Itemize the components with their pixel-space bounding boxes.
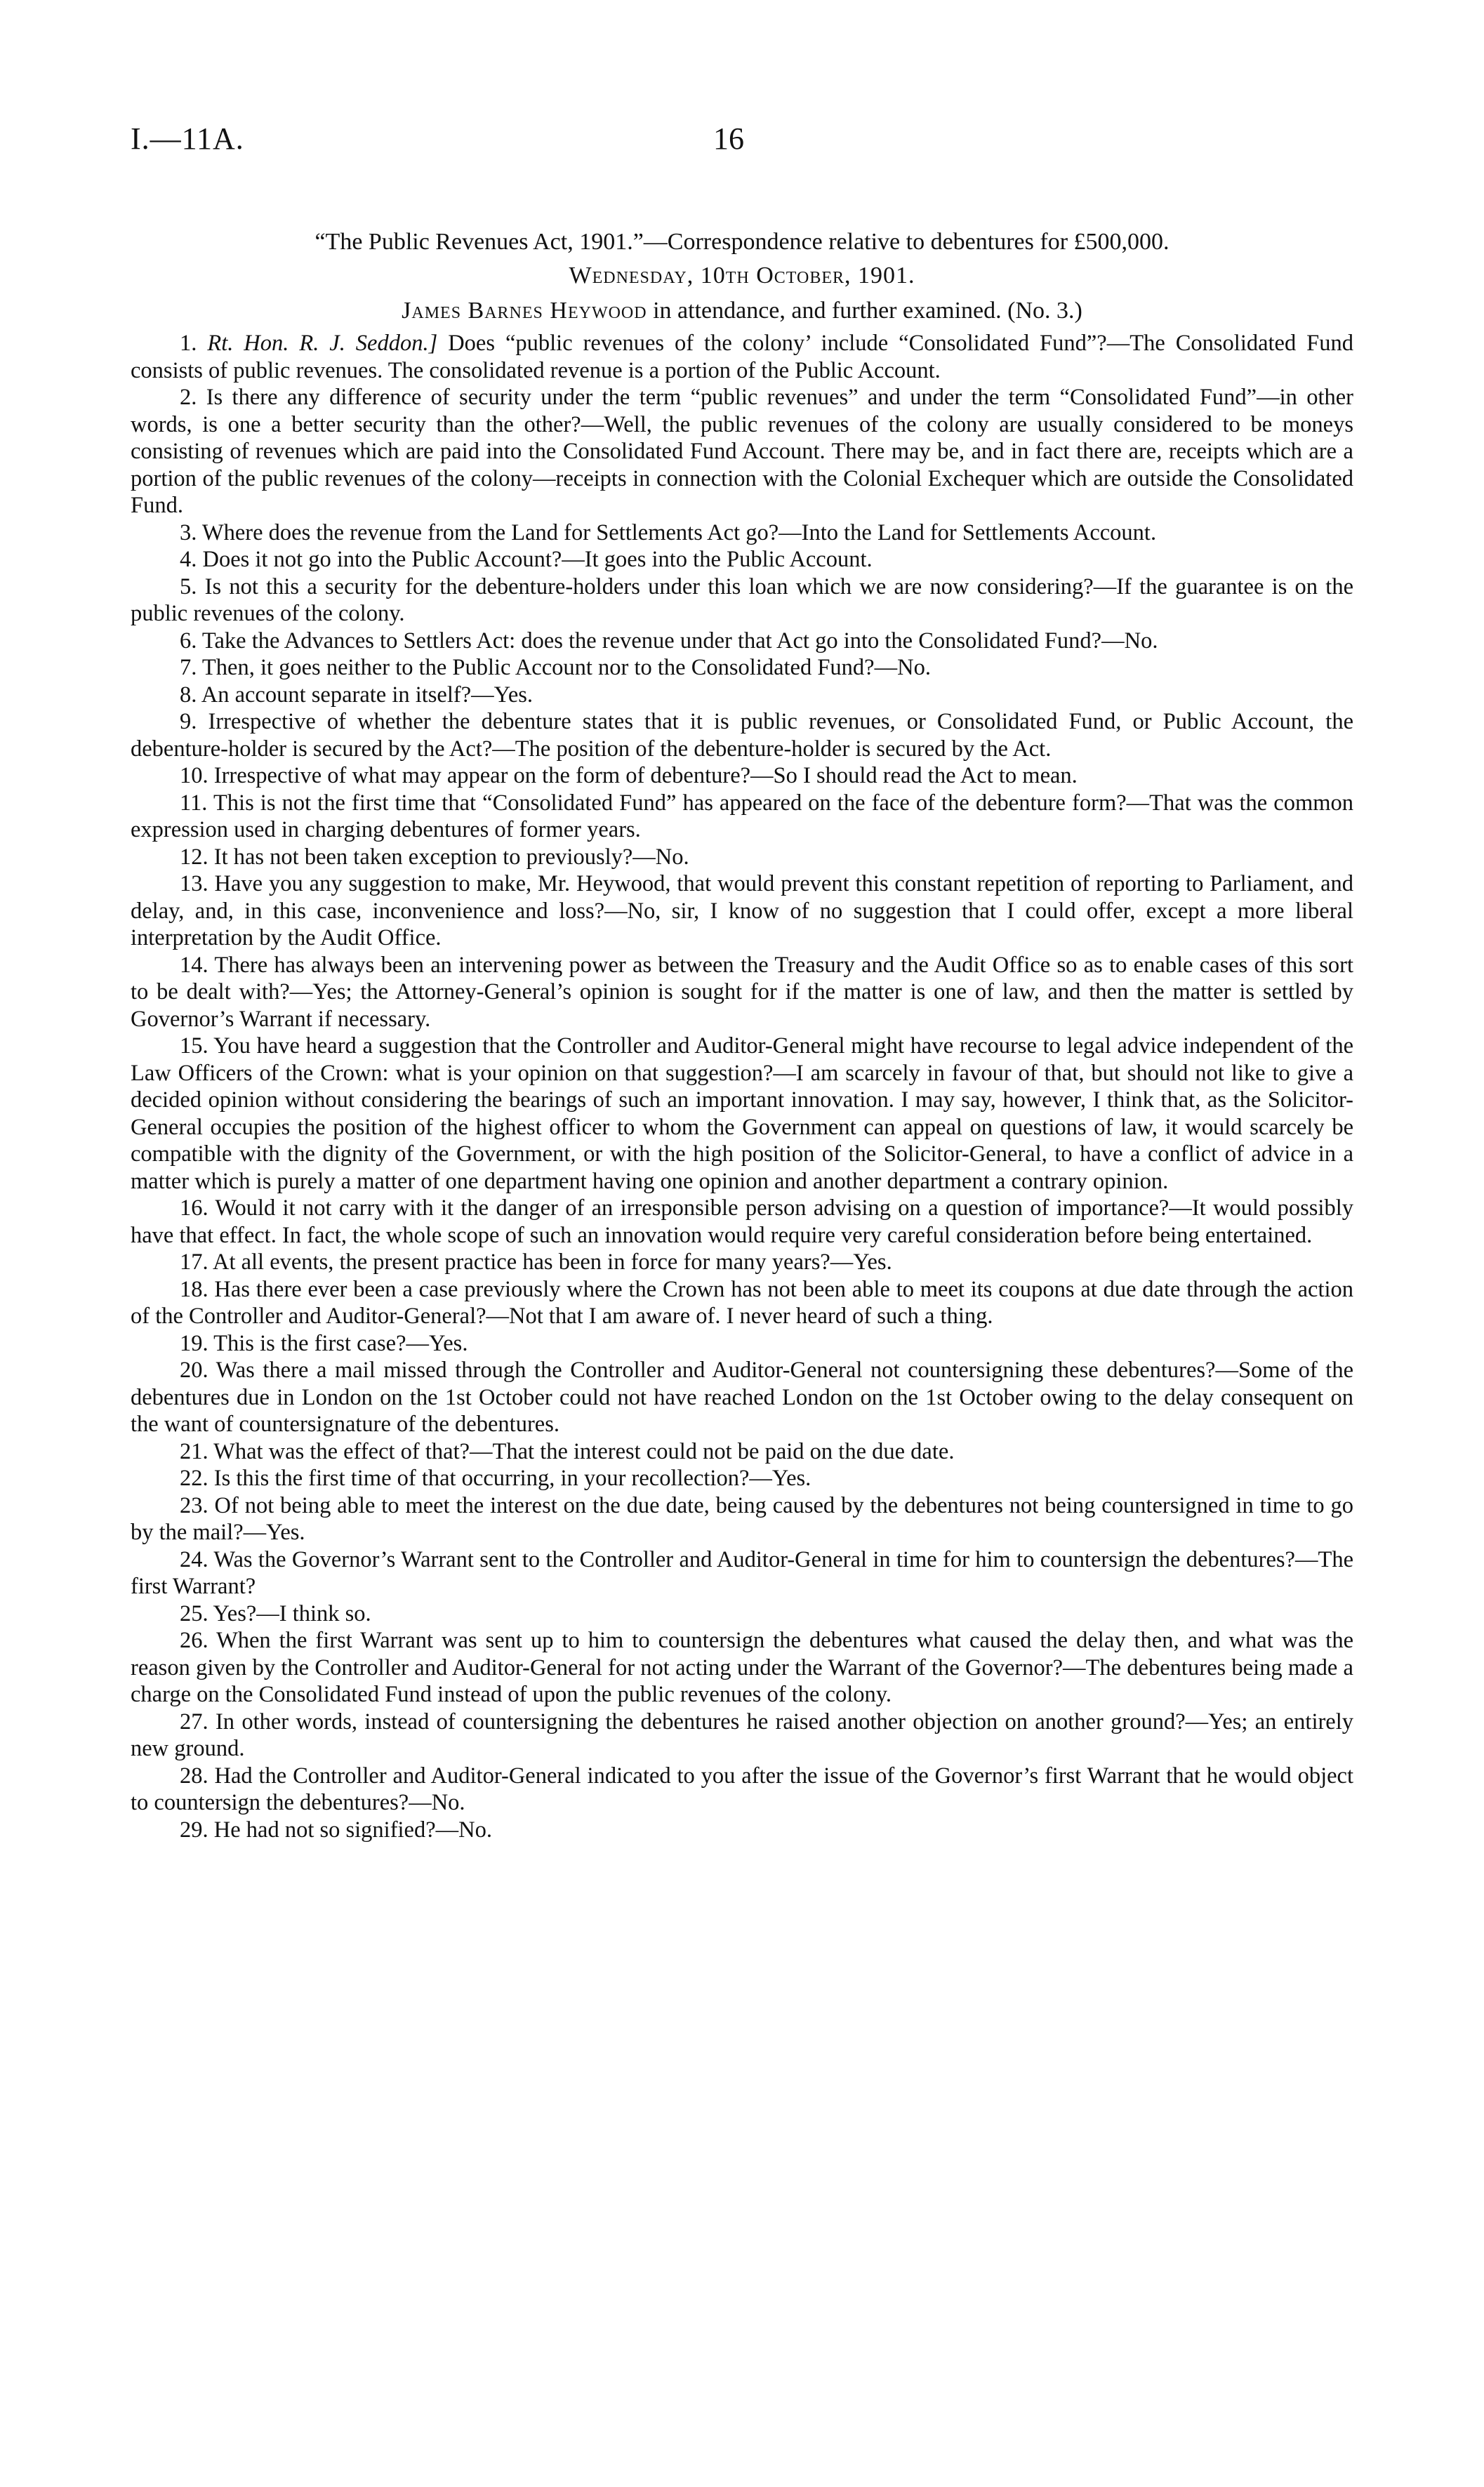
question-text: Is not this a security for the debenture-holders under this loan which we are now considering?—If the guarantee is on the public revenues of the colony. xyxy=(131,573,1353,626)
session-date: Wednesday, 10th October, 1901. xyxy=(569,263,915,289)
question-number: 25. xyxy=(180,1600,208,1626)
page-header xyxy=(131,121,1353,170)
question-text: Where does the revenue from the Land for Settlements Act go?—Into the Land for Settlements Account. xyxy=(201,519,1157,545)
question-number: 23. xyxy=(180,1492,208,1518)
question-item xyxy=(131,1195,1353,1249)
question-number: 24. xyxy=(180,1546,208,1572)
question-number: 12. xyxy=(180,844,208,870)
question-item xyxy=(131,654,1353,682)
question-number: 5. xyxy=(180,573,197,599)
paper-reference: I.—11A. xyxy=(131,121,244,156)
question-text: Of not being able to meet the interest on the due date, being caused by the debentures not being countersigned in time to go by the mail?—Yes. xyxy=(131,1492,1354,1545)
question-number: 4. xyxy=(180,547,197,572)
question-item xyxy=(131,1357,1353,1438)
question-number: 7. xyxy=(180,655,197,680)
question-text: Does it not go into the Public Account?—It goes into the Public Account. xyxy=(202,547,873,572)
question-text: Had the Controller and Auditor-General indicated to you after the issue of the Governor’s first Warrant that he would object to countersign the debentures?—No. xyxy=(131,1763,1353,1815)
question-text: What was the effect of that?—That the interest could not be paid on the due date. xyxy=(213,1438,955,1464)
question-text: Yes?—I think so. xyxy=(213,1600,371,1626)
question-number: 1. xyxy=(180,331,197,356)
question-item xyxy=(131,790,1353,844)
question-text: This is the first case?—Yes. xyxy=(213,1330,468,1356)
question-text: Would it not carry with it the danger of an irresponsible person advising on a question of importance?—It would possibly have that effect. In fact, the whole scope of such an innovation would require very careful consideration before being entertained. xyxy=(131,1195,1353,1248)
question-item xyxy=(131,844,1353,871)
question-item xyxy=(131,628,1353,655)
question-text: He had not so signified?—No. xyxy=(213,1817,493,1843)
question-text: At all events, the present practice has been in force for many years?—Yes. xyxy=(212,1249,892,1275)
questions-body xyxy=(131,330,1353,1843)
question-item xyxy=(131,682,1353,709)
question-number: 6. xyxy=(180,628,197,654)
question-item xyxy=(131,952,1353,1033)
question-item xyxy=(131,708,1353,762)
question-number: 28. xyxy=(180,1763,208,1789)
question-item xyxy=(131,1033,1353,1195)
question-number: 27. xyxy=(180,1709,208,1735)
question-number: 20. xyxy=(180,1358,208,1383)
question-text: Take the Advances to Settlers Act: does the revenue under that Act go into the Consolidated Fund?—No. xyxy=(201,628,1158,654)
question-text: Irrespective of whether the debenture states that it is public revenues, or Consolidated Fund, or Public Account, the debenture-holder is secured by the Act?—The position of the debenture-holder is secured by the Act. xyxy=(131,709,1353,762)
question-text: You have heard a suggestion that the Controller and Auditor-General might have recourse to legal advice independent of the Law Officers of the Crown: what is your opinion on that suggestion?—I am scarcely in favour of that, but should not like to give a decided opinion without considering the bearings of such an important innovation. I may say, however, I think that, as the Solicitor-General occupies the position of the highest officer to whom the Government can appeal on questions of law, it would scarcely be compatible with the dignity of the Government, or with the high position of the Solicitor-General, to have a conflict of advice in a matter which is purely a matter of one department having one opinion and another department a contrary opinion. xyxy=(131,1033,1354,1194)
speaker-name: Rt. Hon. R. J. Seddon.] xyxy=(207,331,438,356)
question-number: 21. xyxy=(180,1438,208,1464)
question-number: 11. xyxy=(180,790,208,816)
question-item xyxy=(131,1492,1353,1546)
question-number: 14. xyxy=(180,952,208,978)
question-number: 18. xyxy=(180,1276,208,1302)
question-item xyxy=(131,384,1353,519)
question-text: Was there a mail missed through the Controller and Auditor-General not countersigning these debentures?—Some of the debentures due in London on the 1st October could not have reached London on the 1st October owing to the delay consequent on the want of countersignature of the debentures. xyxy=(131,1358,1353,1437)
question-text: It has not been taken exception to previously?—No. xyxy=(213,844,689,870)
question-text: Was the Governor’s Warrant sent to the Controller and Auditor-General in time for him to countersign the debentures?—The first Warrant? xyxy=(131,1546,1353,1599)
question-text: Then, it goes neither to the Public Account nor to the Consolidated Fund?—No. xyxy=(201,655,931,680)
question-number: 10. xyxy=(180,763,208,788)
question-item xyxy=(131,330,1353,384)
question-text: In other words, instead of countersigning the debentures he raised another objection on another ground?—Yes; an entirely new ground. xyxy=(131,1709,1353,1761)
question-item xyxy=(131,546,1353,573)
question-number: 2. xyxy=(180,385,197,410)
question-item xyxy=(131,1465,1353,1492)
question-item xyxy=(131,1276,1353,1330)
question-item xyxy=(131,519,1353,547)
question-number: 29. xyxy=(180,1817,208,1843)
question-number: 9. xyxy=(180,709,197,734)
question-text: Irrespective of what may appear on the form of debenture?—So I should read the Act to mean. xyxy=(213,763,1078,788)
question-item xyxy=(131,1627,1353,1709)
question-item xyxy=(131,1249,1353,1276)
question-number: 22. xyxy=(180,1466,208,1491)
question-item xyxy=(131,1330,1353,1358)
question-item xyxy=(131,1817,1353,1844)
attendance-line xyxy=(131,295,1353,327)
question-number: 17. xyxy=(180,1249,208,1275)
question-item xyxy=(131,762,1353,790)
question-text: Has there ever been a case previously where the Crown has not been able to meet its coupons at due date through the action of the Controller and Auditor-General?—Not that I am aware of. I never heard of such a thing. xyxy=(131,1276,1354,1329)
question-item xyxy=(131,870,1353,952)
question-number: 19. xyxy=(180,1330,208,1356)
question-item xyxy=(131,1438,1353,1466)
question-item xyxy=(131,1709,1353,1763)
question-text: Is there any difference of security under the term “public revenues” and under the term “Consolidated Fund”—in other words, is one a better security than the other?—Well, the public revenues of the colony are usually considered to be moneys consisting of revenues which are paid into the Consolidated Fund Account. There may be, and in fact there are, receipts which are a portion of the public revenues of the colony—receipts in connection with the Colonial Exchequer which are outside the Consolidated Fund. xyxy=(131,385,1353,518)
witness-name: James Barnes Heywood xyxy=(402,298,647,324)
question-number: 13. xyxy=(180,871,208,896)
question-item xyxy=(131,1546,1353,1600)
question-number: 8. xyxy=(180,682,197,708)
question-item xyxy=(131,573,1353,628)
question-number: 15. xyxy=(180,1033,208,1059)
attendance-text: in attendance, and further examined. (No. 3.) xyxy=(647,298,1082,324)
document-title: “The Public Revenues Act, 1901.”—Correspondence relative to debentures for £500,000. xyxy=(314,229,1170,255)
question-item xyxy=(131,1763,1353,1817)
question-number: 16. xyxy=(180,1195,208,1221)
page-number: 16 xyxy=(713,121,744,156)
question-number: 26. xyxy=(180,1628,208,1653)
question-text: When the first Warrant was sent up to him to countersign the debentures what caused the delay then, and what was the reason given by the Controller and Auditor-General for not acting under the Warrant of the Governor?—The debentures being made a charge on the Consolidated Fund instead of upon the public revenues of the colony. xyxy=(131,1628,1353,1707)
question-item xyxy=(131,1600,1353,1628)
question-text: Have you any suggestion to make, Mr. Heywood, that would prevent this constant repetition of reporting to Parliament, and delay, and, in this case, inconvenience and loss?—No, sir, I know of no suggestion that I could offer, except a more liberal interpretation by the Audit Office. xyxy=(131,871,1353,950)
question-text: There has always been an intervening power as between the Treasury and the Audit Office so as to enable cases of this sort to be dealt with?—Yes; the Attorney-General’s opinion is sought for if the matter is one of law, and then the matter is settled by Governor’s Warrant if necessary. xyxy=(131,952,1353,1032)
question-number: 3. xyxy=(180,519,197,545)
question-text: This is not the first time that “Consolidated Fund” has appeared on the face of the debenture form?—That was the common expression used in charging debentures of former years. xyxy=(131,790,1353,842)
question-text: Does “public revenues of the colony’ include “Consolidated Fund”?—The Consolidated Fund consists of public revenues. The consolidated revenue is a portion of the Public Account. xyxy=(131,331,1354,383)
question-text: An account separate in itself?—Yes. xyxy=(201,682,534,708)
question-text: Is this the first time of that occurring, in your recollection?—Yes. xyxy=(213,1466,811,1491)
